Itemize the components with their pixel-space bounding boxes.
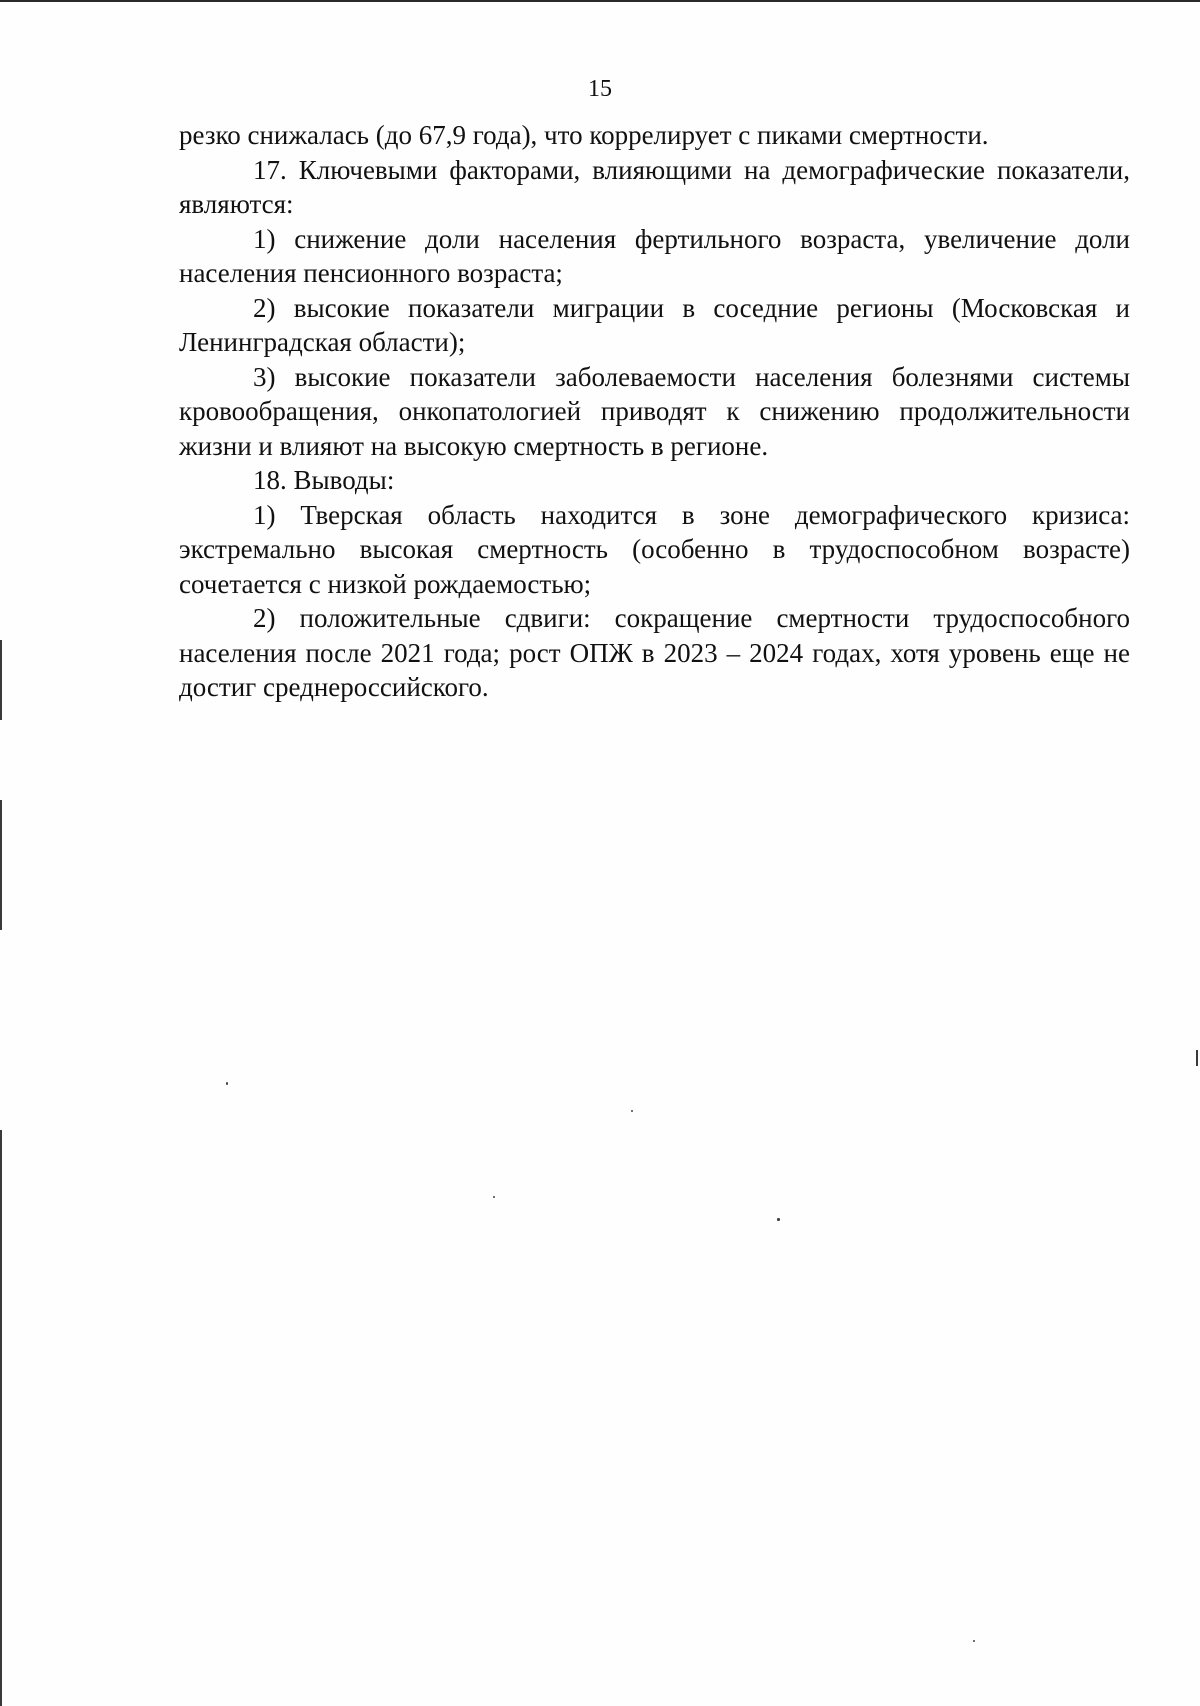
scan-left-edge-mark (0, 1130, 2, 1706)
scan-speck (777, 1218, 780, 1221)
paragraph-factor-3: 3) высокие показатели заболеваемости населения болезнями системы кровообращения, онкопатологией приводят к снижению продолжительности жизни и влияют на высокую смертность в регионе. (179, 361, 1130, 461)
paragraph-conclusion-1: 1) Тверская область находится в зоне демографического кризиса: экстремально высокая смертность (особенно в трудоспособном возрасте) сочетается с низкой рождаемостью; (179, 499, 1130, 599)
paragraph-factor-2: 2) высокие показатели миграции в соседние регионы (Московская и Ленинградская области); (179, 292, 1130, 357)
scan-right-edge-mark (1196, 1050, 1198, 1066)
scan-speck (226, 1082, 228, 1085)
scan-left-edge-mark (0, 800, 2, 930)
scan-top-edge (0, 0, 1200, 2)
paragraph-factor-1: 1) снижение доли населения фертильного возраста, увеличение доли населения пенсионного возраста; (179, 223, 1130, 288)
paragraph-conclusion-2: 2) положительные сдвиги: сокращение смертности трудоспособного населения после 2021 года; рост ОПЖ в 2023 – 2024 годах, хотя уровень еще не достиг среднероссийского. (179, 603, 1130, 702)
scan-left-edge-mark (0, 640, 2, 720)
scan-speck (631, 1110, 633, 1112)
paragraph-section-17: 17. Ключевыми факторами, влияющими на демографические показатели, являются: (179, 154, 1130, 219)
paragraph-continuation: резко снижалась (до 67,9 года), что коррелирует с пиками смертности. (179, 120, 989, 150)
scan-speck (973, 1640, 975, 1642)
page-number: 15 (588, 76, 612, 102)
paragraph-section-18: 18. Выводы: (253, 465, 395, 495)
scan-speck (493, 1196, 495, 1198)
body-text (179, 118, 1130, 705)
